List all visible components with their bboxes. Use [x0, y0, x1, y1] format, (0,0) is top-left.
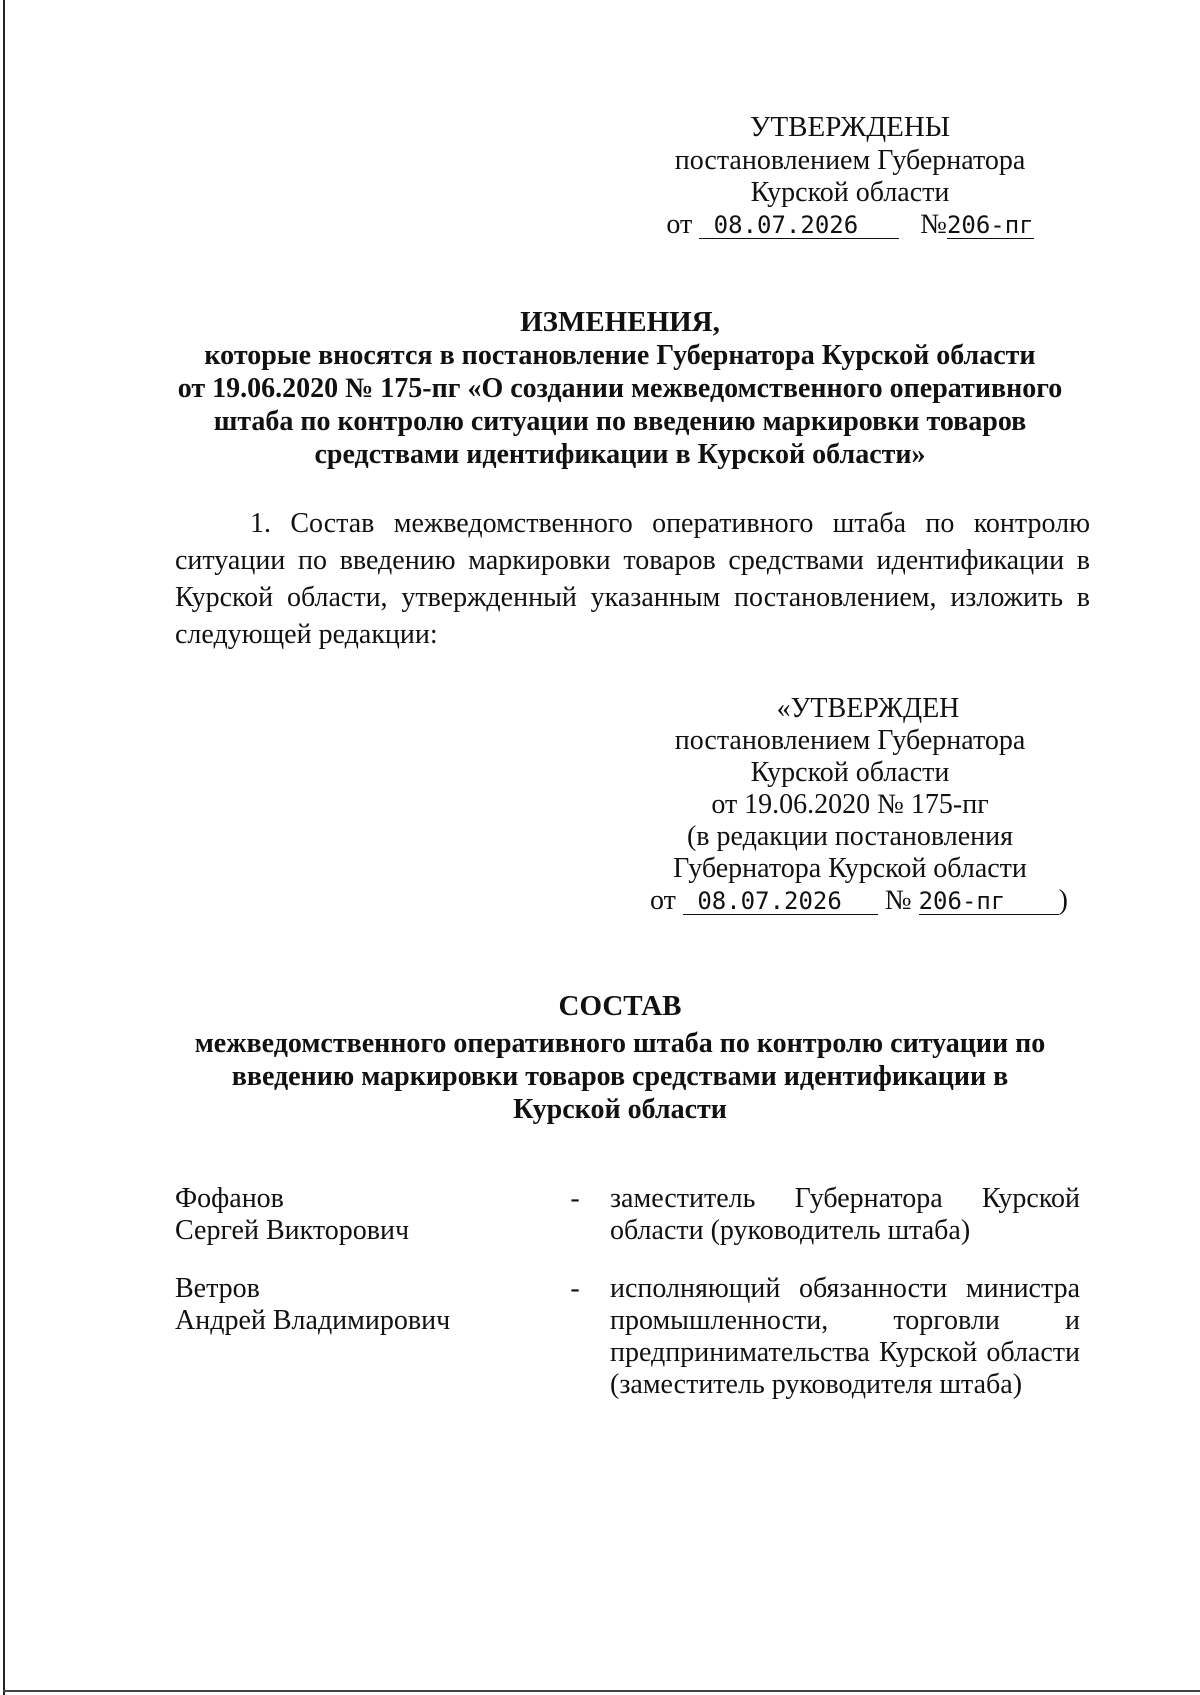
list-item [175, 1273, 1080, 1401]
stamp-number: 206-пг [946, 211, 1034, 239]
stamp-number-sign: № [920, 209, 947, 240]
heading-line: введению маркировки товаров средствами идентификации в [231, 1061, 1009, 1092]
member-dash: - [570, 1273, 580, 1304]
members-list [175, 1183, 1080, 1427]
heading-title: ИЗМЕНЕНИЯ, [520, 306, 720, 338]
member-surname: Ветров [175, 1273, 260, 1304]
stamp-registration [650, 209, 1050, 241]
stamp-close-paren: ) [1058, 885, 1068, 916]
stamp-from-label: от [650, 885, 676, 916]
stamp-line: (в редакции постановления [686, 821, 1014, 852]
stamp-registration [650, 885, 1068, 917]
heading-line: штаба по контролю ситуации по введению маркировки товаров [213, 406, 1027, 437]
stamp-line: постановлением Губернатора [674, 145, 1026, 176]
stamp-line: Курской области [750, 177, 950, 208]
member-name [175, 1183, 540, 1247]
stamp-line: Курской области [750, 757, 950, 788]
member-name [175, 1273, 540, 1401]
heading-title: СОСТАВ [558, 990, 682, 1022]
stamp-line: от 19.06.2020 № 175-пг [711, 789, 989, 820]
member-surname: Фофанов [175, 1183, 284, 1214]
list-item [175, 1183, 1080, 1247]
stamp-from-label: от [666, 209, 693, 240]
approval-stamp [650, 110, 1050, 241]
page-bottom-edge [3, 1690, 1200, 1692]
stamp-title: «УТВЕРЖДЕН [776, 693, 960, 724]
changes-heading [160, 305, 1080, 471]
stamp-line: постановлением Губернатора [674, 725, 1026, 756]
page-left-edge [3, 0, 5, 1695]
composition-heading [160, 990, 1080, 1126]
heading-line: Курской области [513, 1094, 727, 1125]
member-role: заместитель Губернатора Курской области (руководитель штаба) [610, 1183, 1080, 1246]
stamp-number: 206-пг [919, 888, 1059, 915]
body-paragraph: 1. Состав межведомственного оперативного штаба по контролю ситуации по введению маркировки товаров средствами идентификации в Курской области, утвержденный указанным постановлением, изложить в следующей редакции: [175, 508, 1090, 650]
heading-line: от 19.06.2020 № 175-пг «О создании межведомственного оперативного [177, 373, 1063, 404]
member-dash: - [570, 1183, 580, 1214]
stamp-number-sign: № [884, 885, 912, 916]
approval-stamp-quoted [650, 693, 1068, 917]
heading-line: средствами идентификации в Курской области» [314, 439, 926, 470]
member-role: исполняющий обязанности министра промышленности, торговли и предпринимательства Курской области (заместитель руководителя штаба) [610, 1273, 1080, 1400]
stamp-date: 08.07.2026 [699, 212, 899, 239]
stamp-line: Губернатора Курской области [673, 853, 1027, 884]
member-given-names: Сергей Викторович [175, 1215, 410, 1246]
stamp-date: 08.07.2026 [683, 888, 878, 915]
heading-line: межведомственного оперативного штаба по контролю ситуации по [194, 1028, 1046, 1059]
heading-line: которые вносятся в постановление Губернатора Курской области [204, 340, 1036, 371]
member-given-names: Андрей Владимирович [175, 1305, 451, 1336]
stamp-title: УТВЕРЖДЕНЫ [749, 111, 951, 143]
